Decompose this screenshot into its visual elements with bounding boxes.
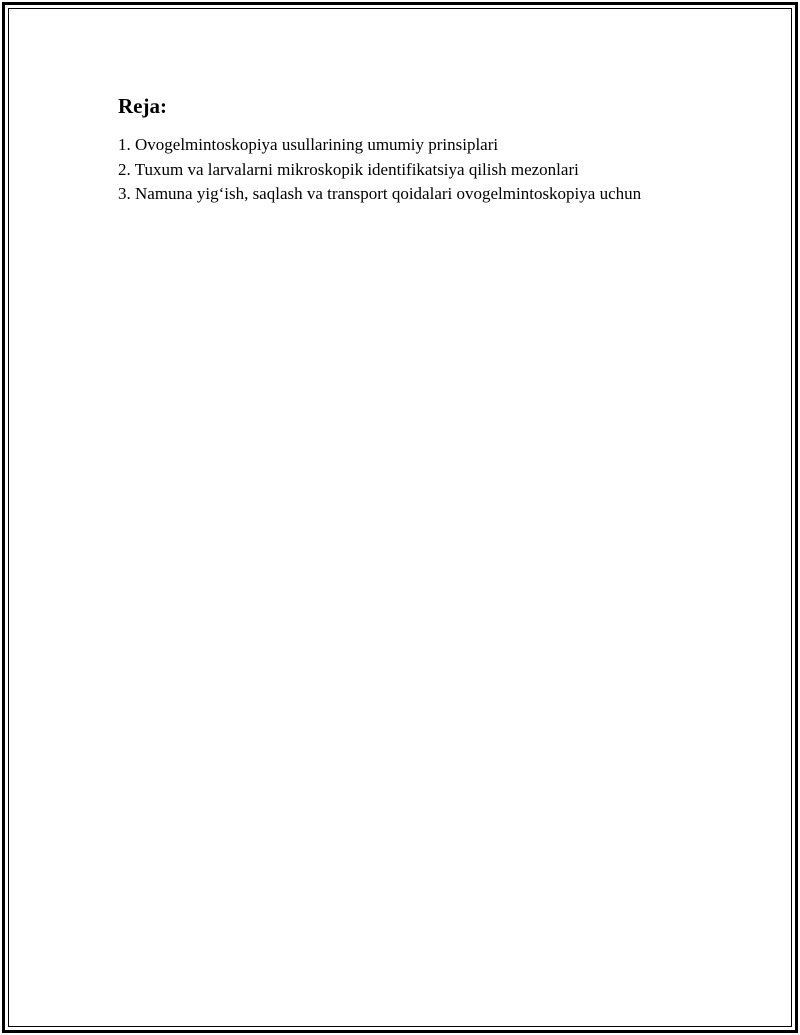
plan-list bbox=[118, 133, 758, 207]
plan-item-1: 1. Ovogelmintoskopiya usullarining umumiy prinsiplari bbox=[118, 135, 499, 154]
plan-item-3: 3. Namuna yig‘ish, saqlash va transport qoidalari ovogelmintoskopiya uchun bbox=[118, 184, 642, 203]
plan-item-2: 2. Tuxum va larvalarni mikroskopik identifikatsiya qilish mezonlari bbox=[118, 159, 579, 179]
plan-heading: Reja: bbox=[118, 94, 167, 118]
document-body bbox=[118, 93, 758, 207]
